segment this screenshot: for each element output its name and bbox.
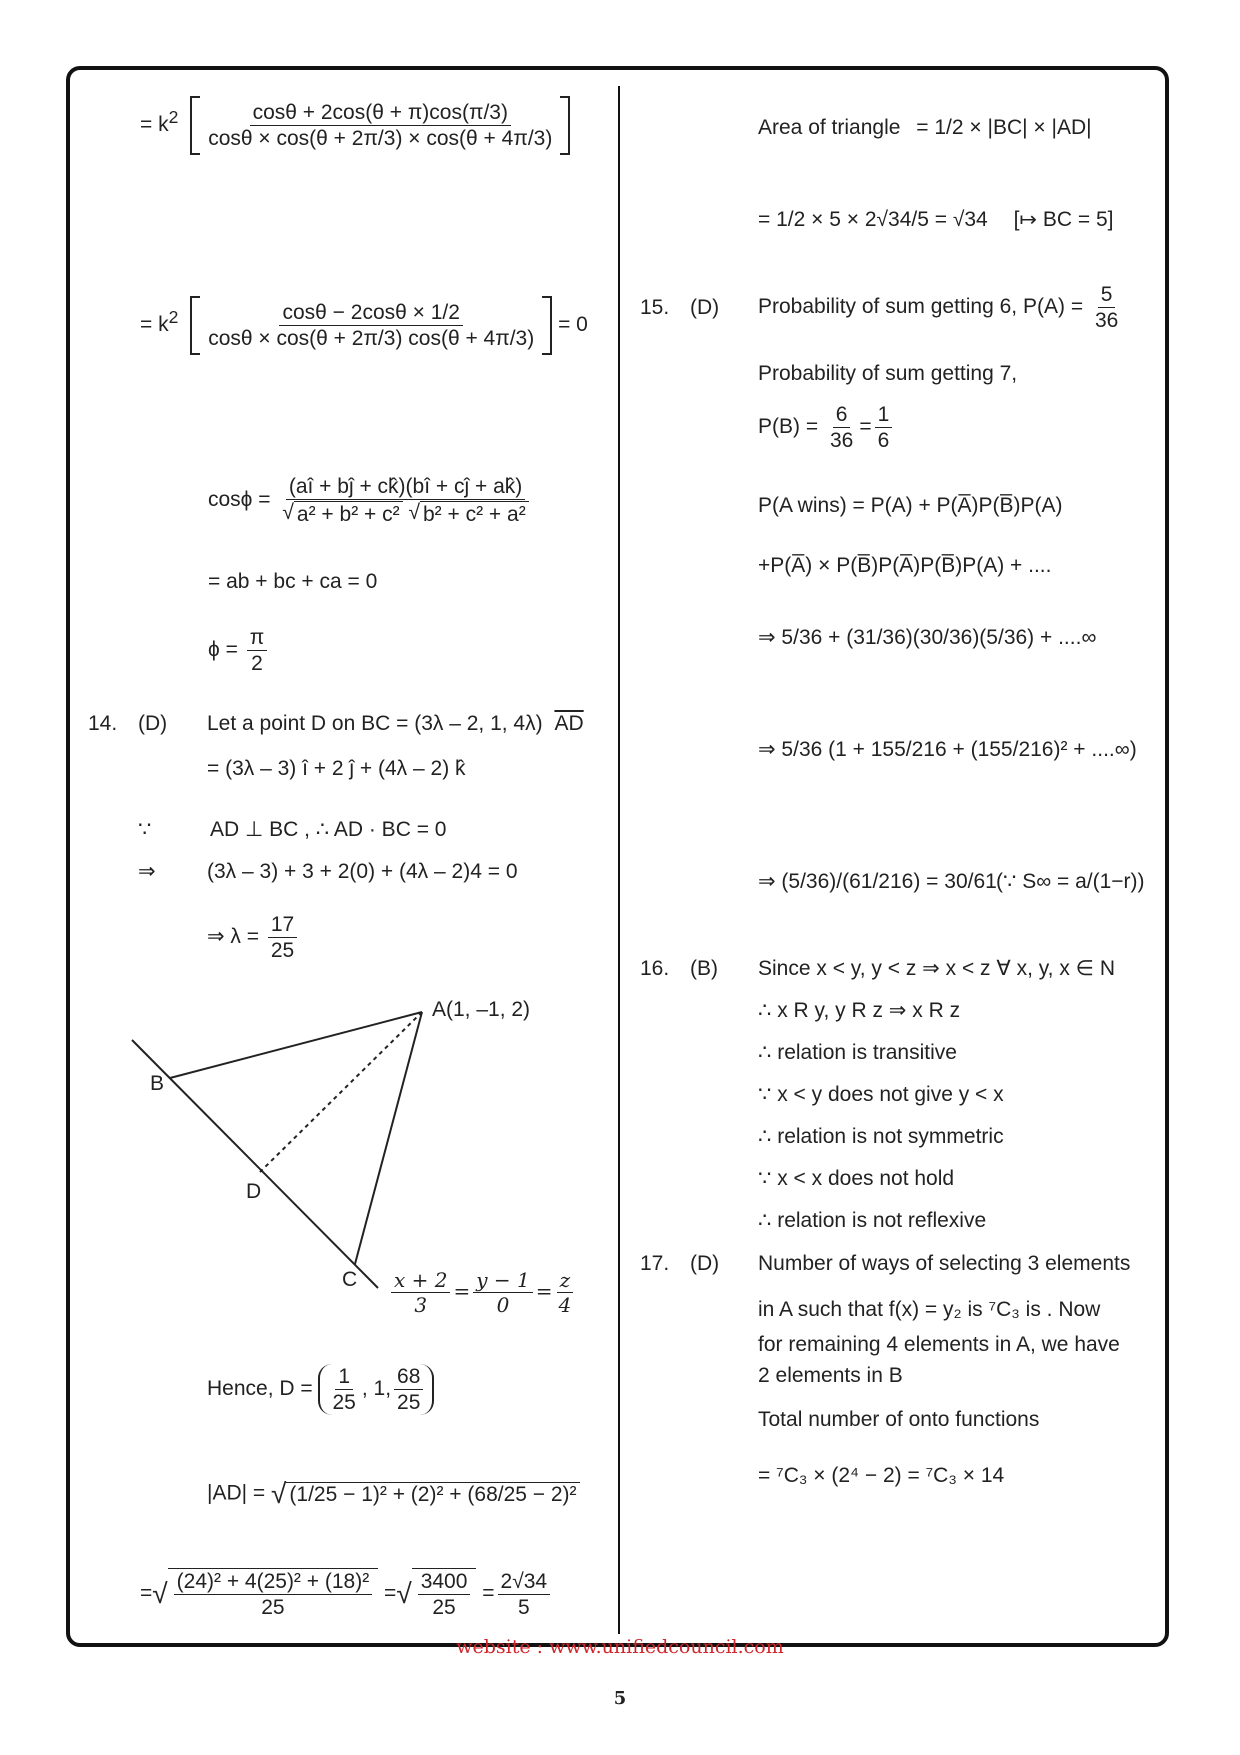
page-number: 5	[613, 1688, 627, 1709]
eq-k1-denominator: cosθ × cos(θ + 2π/3) × cos(θ + 4π/3)	[208, 127, 553, 151]
final-mid-numerator: 3400	[418, 1569, 471, 1595]
q15-pb: P(B) = $\frac{6}{36}$ = $\frac{1}{6}$	[758, 402, 895, 453]
area-calc: = 1/2 × 5 × 2√34/5 = √34	[758, 208, 988, 231]
hence-a-den: 25	[332, 1391, 356, 1415]
label-c: C	[342, 1268, 358, 1291]
phi-denominator: 2	[251, 652, 263, 676]
radical-icon: √	[271, 1478, 287, 1509]
line-eq-2-den: 0	[496, 1293, 510, 1317]
cos-phi-equation	[208, 474, 535, 527]
phi-numerator: π	[247, 625, 268, 651]
q15-series2: ⇒ 5/36 (1 + 155/216 + (155/216)² + ....∞)	[758, 738, 1137, 761]
implies-symbol: ⇒	[138, 860, 156, 883]
cos-phi-denominator: √ a² + b² + c² √ b² + c² + a²	[279, 500, 531, 527]
area-text: Area of triangle	[758, 116, 901, 139]
final-numerator: (24)² + 4(25)² + (18)²	[174, 1569, 373, 1595]
cos-phi-den-1: a² + b² + c²	[294, 501, 403, 527]
line-eq-1-num: x + 2	[391, 1268, 450, 1293]
q15-sinf: (∵ S∞ = a/(1−r))	[996, 870, 1145, 893]
eq-k1-numerator: cosθ + 2cos(θ + π)cos(π/3)	[250, 100, 511, 126]
line-eq-1-den: 3	[414, 1293, 428, 1317]
lambda-numerator: 17	[268, 912, 297, 938]
q16-answer: (B)	[690, 957, 718, 980]
ad-magnitude	[207, 1478, 580, 1510]
ad-lhs: |AD| =	[207, 1481, 266, 1505]
final-result-denominator: 5	[517, 1595, 530, 1619]
because-symbol: ∵	[138, 818, 152, 841]
hence-a-num: 1	[335, 1364, 353, 1390]
q15-pa-num: 5	[1098, 282, 1116, 308]
line-bc	[132, 1040, 378, 1288]
eq-k2-tail: = 0	[558, 313, 588, 337]
q17-line-0: Number of ways of selecting 3 elements	[758, 1252, 1131, 1275]
line-equation: $\frac{x + 2}{3}$ = $\frac{y - 1}{0}$ = $\frac{z}{4}$	[388, 1268, 577, 1317]
q15-result: ⇒ (5/36)/(61/216) = 30/61	[758, 870, 997, 893]
area-note: [↦ BC = 5]	[1013, 208, 1114, 231]
q17-number: 17.	[640, 1252, 670, 1275]
eq-k2-numerator: cosθ − 2cosθ × 1/2	[279, 300, 462, 326]
label-b: B	[150, 1072, 165, 1095]
ad-final: =√ $\frac{\text{(24)² + 4(25)² + (18)²}}{25}$ =√ $\frac{3400}{25}$ = $\frac{2√34}{5}$	[140, 1568, 553, 1620]
q14-number: 14.	[88, 712, 118, 735]
hence-b-num: 68	[394, 1364, 423, 1390]
final-result-numerator: 2√34	[498, 1569, 551, 1595]
eq-k2-denominator: cosθ × cos(θ + 2π/3) cos(θ + 4π/3)	[208, 327, 535, 351]
cos-phi-numerator: (aî + bĵ + ck̂)(bî + cĵ + ak̂)	[286, 474, 525, 500]
hence-mid: , 1,	[361, 1377, 392, 1401]
cos-phi-den-2: b² + c² + a²	[420, 501, 529, 527]
side-ac	[355, 1012, 422, 1264]
q17-line-4: Total number of onto functions	[758, 1408, 1040, 1431]
ab-bc-ca-line: = ab + bc + ca = 0	[208, 570, 378, 593]
perpendicular-line: AD ⊥ BC , ∴ AD · BC = 0	[210, 818, 447, 841]
hence-lhs: Hence, D =	[207, 1377, 313, 1401]
q15-series1: ⇒ 5/36 + (31/36)(30/36)(5/36) + ....∞	[758, 626, 1097, 649]
label-d: D	[246, 1180, 262, 1203]
q15-answer: (D)	[690, 296, 720, 319]
q15-wins2: +P(A̅) × P(B̅)P(A̅)P(B̅)P(A) + ....	[758, 554, 1052, 577]
website-footer[interactable]: website : www.unifiedcouncil.com	[456, 1636, 784, 1658]
area-expression: = 1/2 × |BC| × |AD|	[916, 116, 1092, 139]
line-eq-3-num: z	[557, 1268, 574, 1293]
side-ab	[170, 1012, 422, 1078]
q15-pa: P(A) =	[1022, 295, 1084, 319]
phi-equation	[208, 625, 270, 676]
lambda-equation-line: (3λ – 3) + 3 + 2(0) + (4λ – 2)4 = 0	[207, 860, 518, 883]
q15-line1-text: Probability of sum getting 6,	[758, 295, 1018, 319]
final-mid-denominator: 25	[432, 1596, 456, 1620]
hence-b-den: 25	[397, 1391, 421, 1415]
q16-number: 16.	[640, 957, 670, 980]
q15-line1	[758, 282, 1124, 333]
eq-k-squared-1: = $k^2$ $\frac{\cos\theta + 2\cos(\theta + \pi)\cos(\pi/3)}{\cos\theta \times \cos(\theta + 2\pi/3) \times \cos(\theta + 4\pi/3)}$	[140, 96, 570, 155]
radical-icon: √	[396, 1578, 412, 1610]
q15-wins: P(A wins) = P(A) + P(A̅)P(B̅)P(A)	[758, 494, 1063, 517]
q16-line-6: ∴ relation is not reflexive	[758, 1209, 987, 1232]
q15-number: 15.	[640, 296, 670, 319]
ad-expression: (1/25 − 1)² + (2)² + (68/25 − 2)²	[286, 1482, 579, 1507]
q16-line-3: ∵ x < y does not give y < x	[758, 1083, 1004, 1106]
final-denominator: 25	[261, 1596, 285, 1620]
q17-line-3: 2 elements in B	[758, 1364, 903, 1387]
cos-phi-lhs: cosϕ =	[208, 487, 271, 511]
eq-k-squared-2: = $k^2$ $\frac{\cos\theta - 2\cos\theta \times 1/2}{\cos\theta \times \cos(\theta + 2\pi/3) \cos(\theta + 4\pi/3)}$ = 0	[140, 296, 588, 355]
q17-answer: (D)	[690, 1252, 720, 1275]
q15-pb-n1: 6	[833, 402, 851, 428]
area-calculation	[758, 208, 1113, 232]
q17-line-5: = ⁷C₃ × (2⁴ − 2) = ⁷C₃ × 14	[758, 1464, 1005, 1487]
q16-line-2: ∴ relation is transitive	[758, 1041, 957, 1064]
q14-line1	[207, 712, 584, 736]
q16-line-5: ∵ x < x does not hold	[758, 1167, 955, 1190]
q14-line2: = (3λ – 3) î + 2 ĵ + (4λ – 2) k̂	[207, 757, 466, 780]
q15-pb-d1: 36	[829, 429, 854, 453]
column-divider	[618, 86, 620, 1634]
q15-pb-lhs: P(B) =	[758, 415, 819, 439]
q16-line-4: ∴ relation is not symmetric	[758, 1125, 1004, 1148]
q15-pb-d2: 6	[877, 429, 890, 453]
q14-ad-vector: $\overline{AD}$	[554, 712, 584, 735]
q17-line-2: for remaining 4 elements in A, we have	[758, 1333, 1120, 1356]
line-eq-2-num: y − 1	[473, 1268, 533, 1293]
phi-lhs: ϕ =	[208, 638, 238, 662]
q15-pa-den: 36	[1094, 309, 1119, 333]
q14-answer: (D)	[138, 712, 168, 735]
lambda-lhs: ⇒ λ =	[207, 925, 260, 949]
q14-line1-text: Let a point D on BC = (3λ – 2, 1, 4λ)	[207, 712, 543, 735]
q15-pb-n2: 1	[875, 402, 893, 428]
label-a: A(1, –1, 2)	[432, 998, 531, 1021]
q15-line2: Probability of sum getting 7,	[758, 362, 1018, 385]
hence-d	[207, 1364, 434, 1415]
q16-line-0: Since x < y, y < z ⇒ x < z ∀ x, y, x ∈ N	[758, 957, 1115, 980]
q16-line-1: ∴ x R y, y R z ⇒ x R z	[758, 999, 961, 1022]
line-eq-3-den: 4	[558, 1293, 572, 1317]
q17-line-1: in A such that f(x) = y₂ is ⁷C₃ is . Now	[758, 1298, 1101, 1321]
radical-icon: √	[152, 1578, 168, 1610]
altitude-ad	[260, 1012, 422, 1172]
area-of-triangle	[758, 116, 1092, 140]
lambda-result	[207, 912, 300, 963]
lambda-denominator: 25	[270, 939, 295, 963]
